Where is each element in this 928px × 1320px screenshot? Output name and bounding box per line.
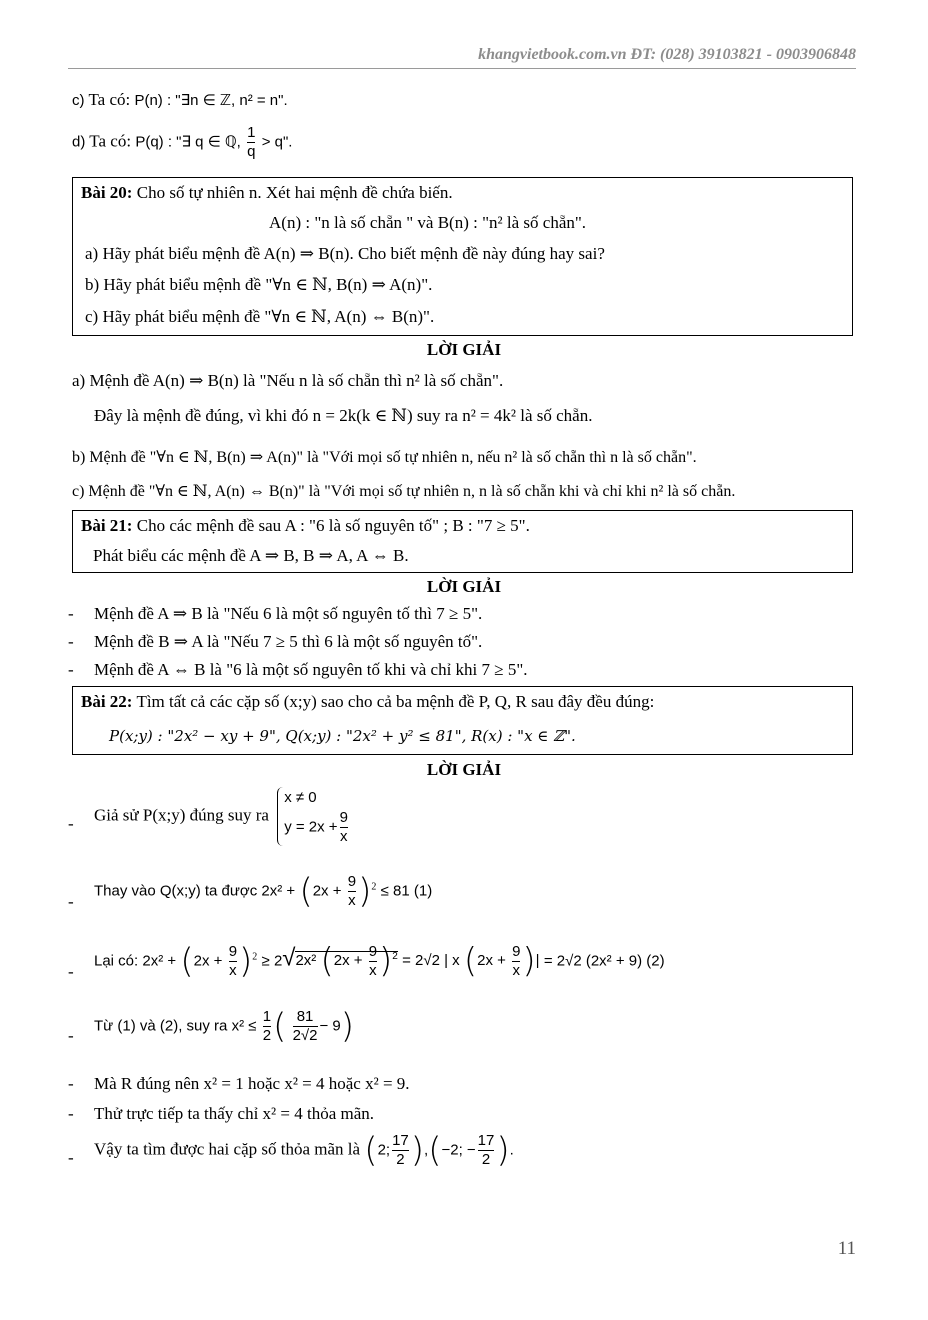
exercise-21-line1: Cho các mệnh đề sau A : "6 là số nguyên tố" ; B : "7 ≥ 5". xyxy=(136,516,530,535)
step7-text: Vậy ta tìm được hai cặp số thỏa mãn là xyxy=(94,1139,361,1159)
solution-22-step4: Từ (1) và (2), suy ra x² ≤ $\frac{1}{2}$ ( $\frac{81}{2√2}$ − 9) xyxy=(94,1006,355,1047)
solution-22-step1 xyxy=(94,787,350,846)
exercise-20-props: A(n) : "n là số chẵn " và B(n) : "n² là số chẵn". xyxy=(269,213,587,232)
step1-text: Giả sử P(x;y) đúng suy ra xyxy=(94,805,269,825)
bullet-dash: - xyxy=(68,1104,74,1123)
fraction-1-over-q: $\frac{1}{q}$ xyxy=(247,124,256,160)
item-c-label: c) xyxy=(72,92,85,109)
step3-mid: ≥ 2 xyxy=(261,952,283,970)
bullet-dash: - xyxy=(68,604,74,623)
bullet-dash: - xyxy=(68,1148,74,1167)
item-c-text: Ta có: xyxy=(88,90,131,109)
exercise-20-c: c) Hãy phát biểu mệnh đề "∀n ∈ ℕ, A(n) ⇔ B(n)". xyxy=(85,307,435,326)
solution-21-item: Mệnh đề A ⇒ B là "Nếu 6 là một số nguyên tố thì 7 ≥ 5". xyxy=(94,604,483,623)
solution-20-c: c) Mệnh đề "∀n ∈ ℕ, A(n) ⇔ B(n)" là "Với mọi số tự nhiên n, n là số chẵn khi và chỉ khi n² là số chẵn. xyxy=(72,483,736,500)
step3-tail: = 2√2 (2x² + 9) (2) xyxy=(543,952,665,970)
exercise-box-22 xyxy=(72,686,853,755)
page-number: 11 xyxy=(837,1238,856,1259)
solution-20-a1: a) Mệnh đề A(n) ⇒ B(n) là "Nếu n là số chẵn thì n² là số chẵn". xyxy=(72,371,504,390)
solution-22-step7: Vậy ta tìm được hai cặp số thỏa mãn là (2; $\frac{17}{2}$ ),(−2; − $\frac{17}{2}$ ). xyxy=(94,1130,514,1171)
paren: ( xyxy=(299,871,313,912)
system-line-2: y = 2x + $\frac{9}{x}$ xyxy=(284,809,348,845)
system-line-1: x ≠ 0 xyxy=(284,789,317,806)
item-d-math-pre: P(q) : "∃ q ∈ ℚ, xyxy=(135,133,241,151)
item-d xyxy=(72,124,292,161)
item-d-math-post: > q". xyxy=(261,133,293,151)
system-of-equations xyxy=(277,787,350,846)
solution-20-b: b) Mệnh đề "∀n ∈ ℕ, B(n) ⇒ A(n)" là "Với mọi số tự nhiên n, nếu n² là số chẵn thì n là số chẵn". xyxy=(72,449,697,466)
exercise-20-b: b) Hãy phát biểu mệnh đề "∀n ∈ ℕ, B(n) ⇒ A(n)". xyxy=(85,275,433,294)
header-rule xyxy=(68,68,856,69)
solution-22-step5: Mà R đúng nên x² = 1 hoặc x² = 4 hoặc x² = 9. xyxy=(94,1074,410,1093)
bullet-dash: - xyxy=(68,1026,74,1045)
exercise-box-21 xyxy=(72,510,853,573)
paren: ) xyxy=(358,871,372,912)
fraction-9-over-x: $\frac{9}{x}$ xyxy=(347,873,357,909)
bullet-dash: - xyxy=(68,660,74,679)
item-c xyxy=(72,90,288,110)
solution-22-step3: Lại có: 2x² + (2x + $\frac{9}{x}$ )$^2$ ≥ 2√2x² (2x + $\frac{9}{x}$ )$^2$ = 2√2 | x (2x + $\frac{9}{x}$ )| = 2√2 (2x² + 9) (2) xyxy=(94,941,665,982)
item-d-text: Ta có: xyxy=(89,131,132,151)
bullet-dash: - xyxy=(68,962,74,981)
solution-21-heading: LỜI GIẢI xyxy=(426,577,502,596)
step4-text: Từ (1) và (2), suy ra x² ≤ xyxy=(94,1017,257,1035)
exercise-20-title: Bài 20: xyxy=(81,183,133,202)
item-d-label: d) xyxy=(72,133,86,151)
exercise-20-intro: Cho số tự nhiên n. Xét hai mệnh đề chứa biến. xyxy=(136,183,453,202)
exercise-21-line2: Phát biểu các mệnh đề A ⇒ B, B ⇒ A, A ⇔ B. xyxy=(93,546,409,565)
item-c-math: P(n) : "∃n ∈ ℤ, n² = n". xyxy=(134,92,288,109)
solution-20-a2: Đây là mệnh đề đúng, vì khi đó n = 2k(k ∈ ℕ) suy ra n² = 4k² là số chẵn. xyxy=(94,406,593,425)
solution-22-step6: Thử trực tiếp ta thấy chỉ x² = 4 thỏa mãn. xyxy=(94,1104,375,1123)
solution-22-heading: LỜI GIẢI xyxy=(426,760,502,779)
exercise-20-a: a) Hãy phát biểu mệnh đề A(n) ⇒ B(n). Cho biết mệnh đề này đúng hay sai? xyxy=(85,244,605,263)
bullet-dash: - xyxy=(68,1074,74,1093)
step2-text: Thay vào Q(x;y) ta được 2x² + xyxy=(94,882,296,900)
exercise-22-title: Bài 22: xyxy=(81,692,133,711)
page-header: khangvietbook.com.vn ĐT: (028) 39103821 - 0903906848 xyxy=(478,46,856,63)
bullet-dash: - xyxy=(68,814,74,833)
step2-tail: ≤ 81 (1) xyxy=(380,882,433,900)
exercise-box-20 xyxy=(72,177,853,336)
exercise-22-line1: Tìm tất cả các cặp số (x;y) sao cho cả ba mệnh đề P, Q, R sau đây đều đúng: xyxy=(136,692,655,711)
solution-21-item: Mệnh đề B ⇒ A là "Nếu 7 ≥ 5 thì 6 là một số nguyên tố". xyxy=(94,632,483,651)
solution-21-item: Mệnh đề A ⇔ B là "6 là một số nguyên tố khi và chỉ khi 7 ≥ 5". xyxy=(94,660,528,679)
solution-22-step2: Thay vào Q(x;y) ta được 2x² + (2x + $\frac{9}{x}$ )$^2$ ≤ 81 (1) xyxy=(94,871,433,912)
bullet-dash: - xyxy=(68,632,74,651)
exercise-21-title: Bài 21: xyxy=(81,516,133,535)
solution-20-heading: LỜI GIẢI xyxy=(426,340,502,359)
step3-text: Lại có: 2x² + xyxy=(94,952,177,970)
bullet-dash: - xyxy=(68,892,74,911)
exercise-22-line2: P(x;y) : "2x² − xy + 9", Q(x;y) : "2x² + y² ≤ 81", R(x) : "x ∈ ℤ". xyxy=(109,727,576,745)
